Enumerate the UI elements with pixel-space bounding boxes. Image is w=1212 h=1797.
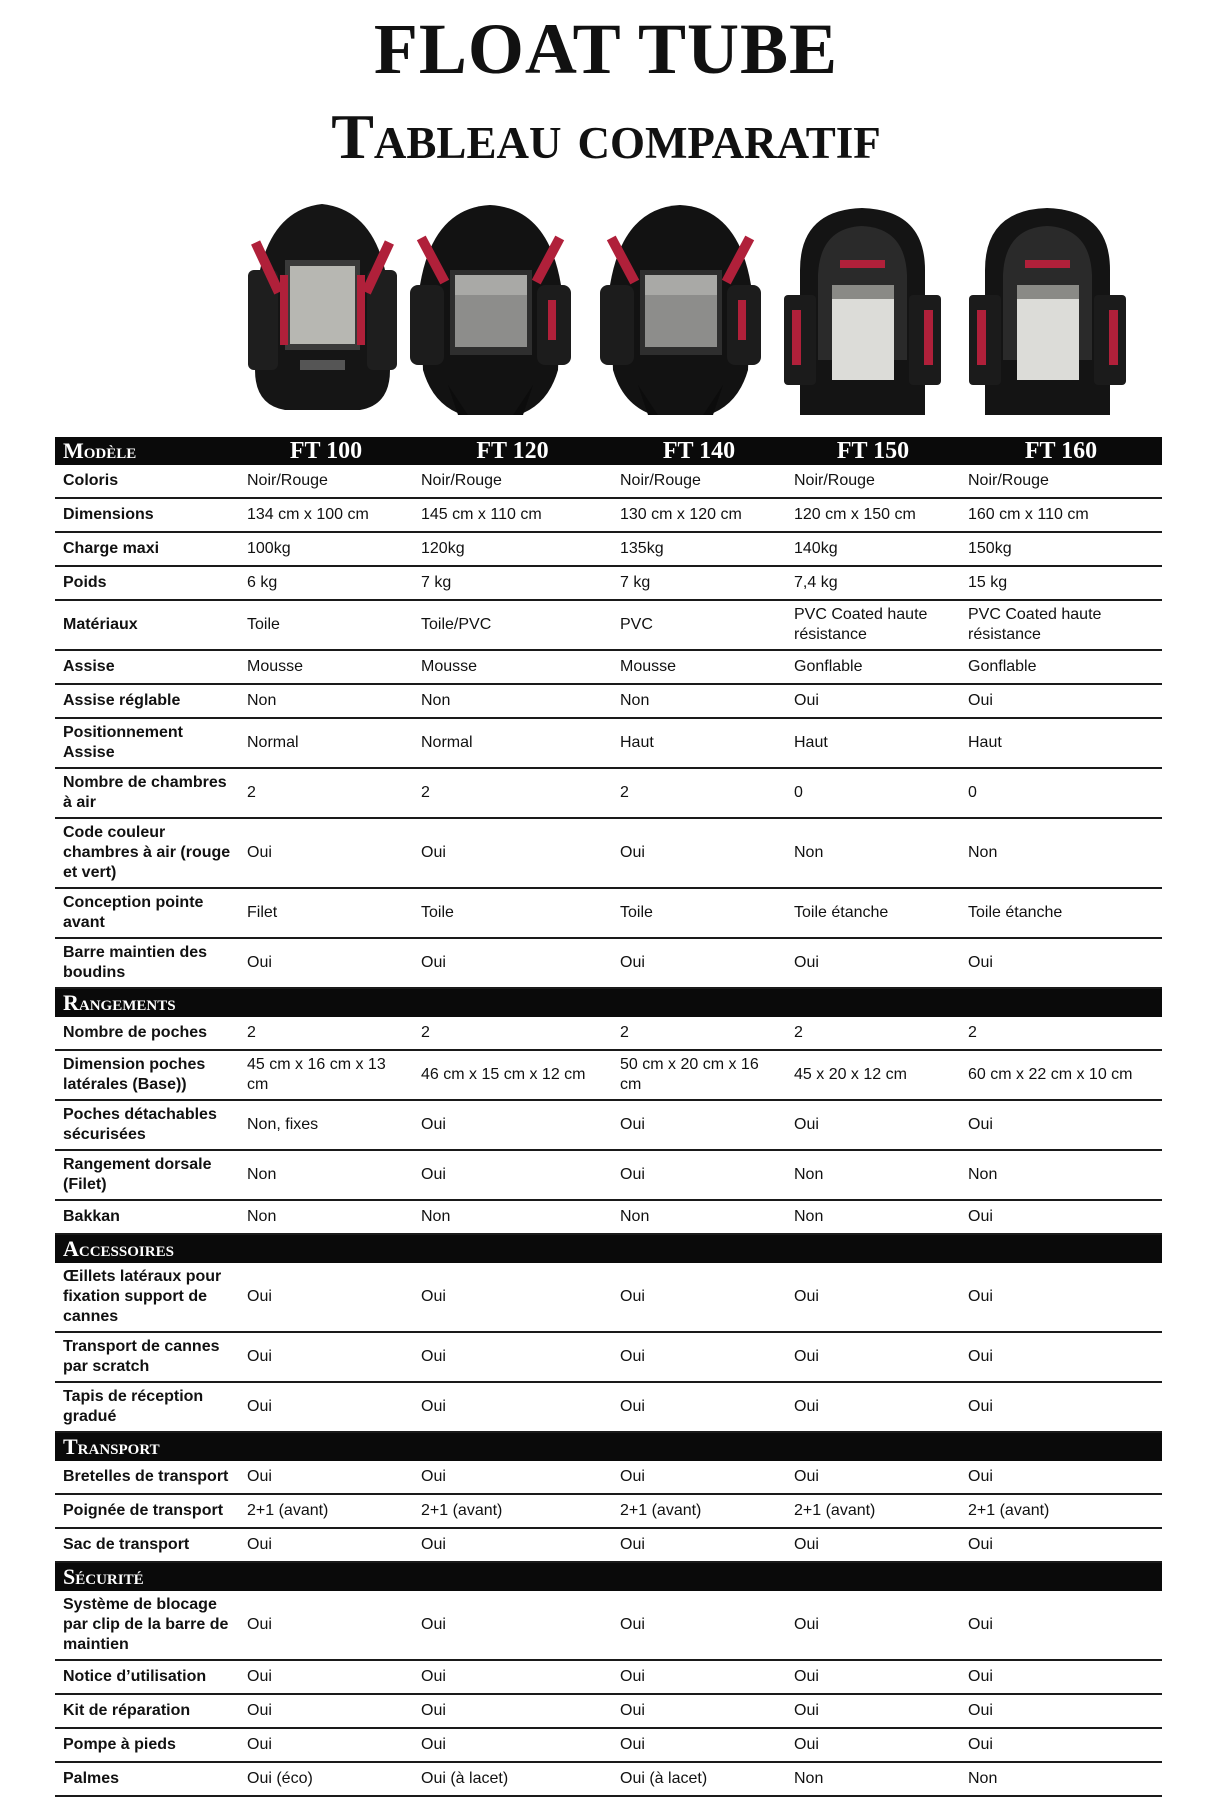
table-row: [55, 1017, 1162, 1050]
table-cell: Non: [413, 684, 612, 718]
table-cell: Oui: [612, 1382, 786, 1432]
table-cell: 2+1 (avant): [960, 1494, 1162, 1528]
table-row: [55, 1528, 1162, 1562]
table-cell: Noir/Rouge: [612, 465, 786, 498]
table-cell: Oui: [612, 1332, 786, 1382]
table-cell: Oui: [413, 1150, 612, 1200]
table-cell: 140kg: [786, 532, 960, 566]
table-cell: Toile étanche: [786, 888, 960, 938]
table-cell: Oui: [960, 1694, 1162, 1728]
table-cell: Oui: [413, 818, 612, 888]
table-cell: 60 cm x 22 cm x 10 cm: [960, 1050, 1162, 1100]
table-cell: Gonflable: [960, 650, 1162, 684]
table-cell: 2: [960, 1017, 1162, 1050]
column-header: FT 160: [960, 437, 1162, 465]
table-cell: Mousse: [413, 650, 612, 684]
table-cell: Oui: [612, 818, 786, 888]
row-label: Kit de réparation: [55, 1694, 239, 1728]
column-header: FT 140: [612, 437, 786, 465]
table-cell: Oui: [239, 1263, 413, 1332]
table-cell: Oui: [413, 1728, 612, 1762]
table-cell: 2: [786, 1017, 960, 1050]
row-label: Matériaux: [55, 600, 239, 650]
table-cell: Oui: [786, 684, 960, 718]
table-cell: Oui: [786, 1660, 960, 1694]
table-cell: Oui: [786, 1461, 960, 1494]
row-label: Dimensions: [55, 498, 239, 532]
table-row: [55, 684, 1162, 718]
table-cell: Noir/Rouge: [786, 465, 960, 498]
table-row: [55, 1150, 1162, 1200]
product-image: [598, 200, 763, 425]
table-cell: Oui: [612, 1263, 786, 1332]
table-cell: 2: [239, 768, 413, 818]
row-label: Système de blocage par clip de la barre de maintien: [55, 1591, 239, 1660]
row-label: Charge maxi: [55, 532, 239, 566]
table-row: [55, 1332, 1162, 1382]
table-cell: Haut: [612, 718, 786, 768]
table-row: [55, 1694, 1162, 1728]
table-cell: Non: [413, 1200, 612, 1234]
table-cell: Oui: [413, 1332, 612, 1382]
row-label: Pompe à pieds: [55, 1728, 239, 1762]
comparison-table: [55, 437, 1162, 1797]
table-cell: Oui: [960, 1591, 1162, 1660]
table-cell: Non: [612, 1200, 786, 1234]
row-label: Tapis de réception gradué: [55, 1382, 239, 1432]
table-cell: Non: [612, 684, 786, 718]
table-row: [55, 1050, 1162, 1100]
table-cell: 46 cm x 15 cm x 12 cm: [413, 1050, 612, 1100]
table-cell: Oui: [960, 1200, 1162, 1234]
table-cell: Oui: [239, 1660, 413, 1694]
table-cell: 15 kg: [960, 566, 1162, 600]
table-cell: Oui: [413, 1382, 612, 1432]
table-cell: Oui: [239, 1728, 413, 1762]
section-title: Transport: [55, 1432, 1162, 1461]
table-cell: 2+1 (avant): [786, 1494, 960, 1528]
product-image: [408, 200, 573, 425]
table-row: [55, 532, 1162, 566]
table-cell: Oui: [960, 1728, 1162, 1762]
product-images: [240, 200, 1140, 425]
table-row: [55, 1591, 1162, 1660]
table-row: [55, 1200, 1162, 1234]
table-cell: 2+1 (avant): [413, 1494, 612, 1528]
table-cell: Oui: [413, 1591, 612, 1660]
row-label: Poches détachables sécurisées: [55, 1100, 239, 1150]
page-title: FLOAT TUBE: [373, 9, 839, 89]
table-cell: Oui (à lacet): [413, 1762, 612, 1796]
section-title: Sécurité: [55, 1562, 1162, 1591]
table-cell: Oui: [239, 1528, 413, 1562]
row-label: Positionnement Assise: [55, 718, 239, 768]
table-cell: Non: [239, 684, 413, 718]
table-cell: 2: [413, 1017, 612, 1050]
column-header: FT 100: [239, 437, 413, 465]
table-cell: 120kg: [413, 532, 612, 566]
section-header-row: [55, 1432, 1162, 1461]
table-row: [55, 1263, 1162, 1332]
table-cell: 120 cm x 150 cm: [786, 498, 960, 532]
table-cell: Noir/Rouge: [413, 465, 612, 498]
table-cell: 0: [786, 768, 960, 818]
table-cell: Noir/Rouge: [239, 465, 413, 498]
table-cell: Mousse: [612, 650, 786, 684]
table-row: [55, 1660, 1162, 1694]
column-header-model: Modèle: [55, 437, 239, 465]
table-cell: Oui: [413, 938, 612, 988]
row-label: Notice d’utilisation: [55, 1660, 239, 1694]
table-cell: Oui: [960, 1382, 1162, 1432]
table-cell: Oui: [239, 1461, 413, 1494]
table-row: [55, 888, 1162, 938]
table-row: [55, 1728, 1162, 1762]
table-row: [55, 1762, 1162, 1796]
table-cell: PVC Coated haute résistance: [960, 600, 1162, 650]
table-cell: Oui: [413, 1100, 612, 1150]
table-cell: Oui: [786, 938, 960, 988]
table-cell: Oui: [413, 1694, 612, 1728]
table-cell: 130 cm x 120 cm: [612, 498, 786, 532]
table-cell: Oui: [786, 1694, 960, 1728]
row-label: Rangement dorsale (Filet): [55, 1150, 239, 1200]
table-cell: Oui: [612, 1528, 786, 1562]
table-cell: 45 cm x 16 cm x 13 cm: [239, 1050, 413, 1100]
table-cell: Non, fixes: [239, 1100, 413, 1150]
table-cell: Non: [786, 818, 960, 888]
table-cell: Oui: [239, 1591, 413, 1660]
table-row: [55, 1100, 1162, 1150]
table-cell: 2: [413, 768, 612, 818]
table-cell: Non: [786, 1150, 960, 1200]
section-title: Rangements: [55, 988, 1162, 1017]
table-cell: Oui: [239, 1694, 413, 1728]
table-row: [55, 498, 1162, 532]
table-cell: Normal: [413, 718, 612, 768]
table-cell: 2: [239, 1017, 413, 1050]
table-cell: Toile étanche: [960, 888, 1162, 938]
table-cell: Non: [786, 1200, 960, 1234]
table-row: [55, 566, 1162, 600]
row-label: Poignée de transport: [55, 1494, 239, 1528]
row-label: Code couleur chambres à air (rouge et vert): [55, 818, 239, 888]
row-label: Poids: [55, 566, 239, 600]
row-label: Barre maintien des boudins: [55, 938, 239, 988]
table-cell: 134 cm x 100 cm: [239, 498, 413, 532]
table-cell: Oui: [413, 1660, 612, 1694]
table-cell: Gonflable: [786, 650, 960, 684]
table-cell: 50 cm x 20 cm x 16 cm: [612, 1050, 786, 1100]
table-cell: PVC: [612, 600, 786, 650]
table-row: [55, 1461, 1162, 1494]
table-row: [55, 818, 1162, 888]
table-cell: Oui: [960, 1461, 1162, 1494]
section-header-row: [55, 1562, 1162, 1591]
table-cell: Filet: [239, 888, 413, 938]
table-cell: 135kg: [612, 532, 786, 566]
table-cell: Oui: [960, 938, 1162, 988]
table-row: [55, 1382, 1162, 1432]
table-cell: Toile: [612, 888, 786, 938]
section-header-row: [55, 1234, 1162, 1263]
table-cell: 145 cm x 110 cm: [413, 498, 612, 532]
product-image: [240, 200, 405, 425]
table-cell: Oui: [960, 1263, 1162, 1332]
product-image: [780, 200, 945, 425]
table-cell: Non: [960, 1762, 1162, 1796]
table-cell: 45 x 20 x 12 cm: [786, 1050, 960, 1100]
product-image: [965, 200, 1130, 425]
table-cell: Non: [239, 1150, 413, 1200]
table-cell: 2: [612, 768, 786, 818]
table-cell: Oui: [239, 1332, 413, 1382]
table-cell: Toile/PVC: [413, 600, 612, 650]
table-cell: Non: [786, 1762, 960, 1796]
table-cell: Oui: [413, 1528, 612, 1562]
table-cell: Oui: [786, 1728, 960, 1762]
table-cell: Haut: [960, 718, 1162, 768]
table-cell: 160 cm x 110 cm: [960, 498, 1162, 532]
row-label: Nombre de poches: [55, 1017, 239, 1050]
table-row: [55, 1494, 1162, 1528]
row-label: Assise réglable: [55, 684, 239, 718]
row-label: Sac de transport: [55, 1528, 239, 1562]
table-row: [55, 600, 1162, 650]
table-cell: Oui: [786, 1100, 960, 1150]
table-cell: PVC Coated haute résistance: [786, 600, 960, 650]
table-row: [55, 938, 1162, 988]
table-cell: 150kg: [960, 532, 1162, 566]
section-header-row: [55, 988, 1162, 1017]
table-cell: Oui: [786, 1332, 960, 1382]
row-label: Transport de cannes par scratch: [55, 1332, 239, 1382]
table-cell: Non: [960, 818, 1162, 888]
column-header: FT 120: [413, 437, 612, 465]
table-cell: Oui: [239, 818, 413, 888]
table-cell: Mousse: [239, 650, 413, 684]
table-cell: Oui: [239, 1382, 413, 1432]
row-label: Dimension poches latérales (Base)): [55, 1050, 239, 1100]
table-cell: Oui: [612, 1150, 786, 1200]
table-cell: Oui: [612, 1728, 786, 1762]
table-cell: Oui: [612, 1591, 786, 1660]
table-cell: Oui: [786, 1528, 960, 1562]
table-cell: Oui: [960, 1332, 1162, 1382]
row-label: Palmes: [55, 1762, 239, 1796]
table-cell: 0: [960, 768, 1162, 818]
table-cell: Oui: [612, 1100, 786, 1150]
table-cell: Oui: [960, 684, 1162, 718]
table-cell: Non: [960, 1150, 1162, 1200]
table-cell: 7 kg: [612, 566, 786, 600]
column-header: FT 150: [786, 437, 960, 465]
table-cell: Toile: [239, 600, 413, 650]
table-cell: Oui: [612, 938, 786, 988]
table-cell: 6 kg: [239, 566, 413, 600]
table-cell: Oui: [612, 1461, 786, 1494]
section-title: Accessoires: [55, 1234, 1162, 1263]
table-cell: Oui (à lacet): [612, 1762, 786, 1796]
table-cell: Normal: [239, 718, 413, 768]
table-cell: Haut: [786, 718, 960, 768]
row-label: Coloris: [55, 465, 239, 498]
table-cell: Non: [239, 1200, 413, 1234]
table-cell: Oui: [612, 1694, 786, 1728]
table-cell: Oui: [960, 1528, 1162, 1562]
table-row: [55, 465, 1162, 498]
table-cell: Oui: [612, 1660, 786, 1694]
table-cell: Toile: [413, 888, 612, 938]
row-label: Assise: [55, 650, 239, 684]
table-cell: 2+1 (avant): [612, 1494, 786, 1528]
table-cell: Oui: [786, 1591, 960, 1660]
table-cell: Oui: [413, 1461, 612, 1494]
table-row: [55, 768, 1162, 818]
table-row: [55, 650, 1162, 684]
table-cell: 7 kg: [413, 566, 612, 600]
table-cell: Oui: [960, 1100, 1162, 1150]
table-cell: Oui: [786, 1263, 960, 1332]
table-cell: 2+1 (avant): [239, 1494, 413, 1528]
row-label: Conception pointe avant: [55, 888, 239, 938]
row-label: Bakkan: [55, 1200, 239, 1234]
row-label: Œillets latéraux pour fixation support de cannes: [55, 1263, 239, 1332]
page-subtitle: Tableau comparatif: [331, 101, 881, 172]
table-cell: 2: [612, 1017, 786, 1050]
table-cell: 100kg: [239, 532, 413, 566]
table-cell: Noir/Rouge: [960, 465, 1162, 498]
table-cell: Oui: [239, 938, 413, 988]
table-cell: 7,4 kg: [786, 566, 960, 600]
row-label: Bretelles de transport: [55, 1461, 239, 1494]
table-cell: Oui: [960, 1660, 1162, 1694]
table-header-row: [55, 437, 1162, 465]
row-label: Nombre de chambres à air: [55, 768, 239, 818]
table-cell: Oui: [413, 1263, 612, 1332]
table-cell: Oui: [786, 1382, 960, 1432]
table-row: [55, 718, 1162, 768]
table-cell: Oui (éco): [239, 1762, 413, 1796]
